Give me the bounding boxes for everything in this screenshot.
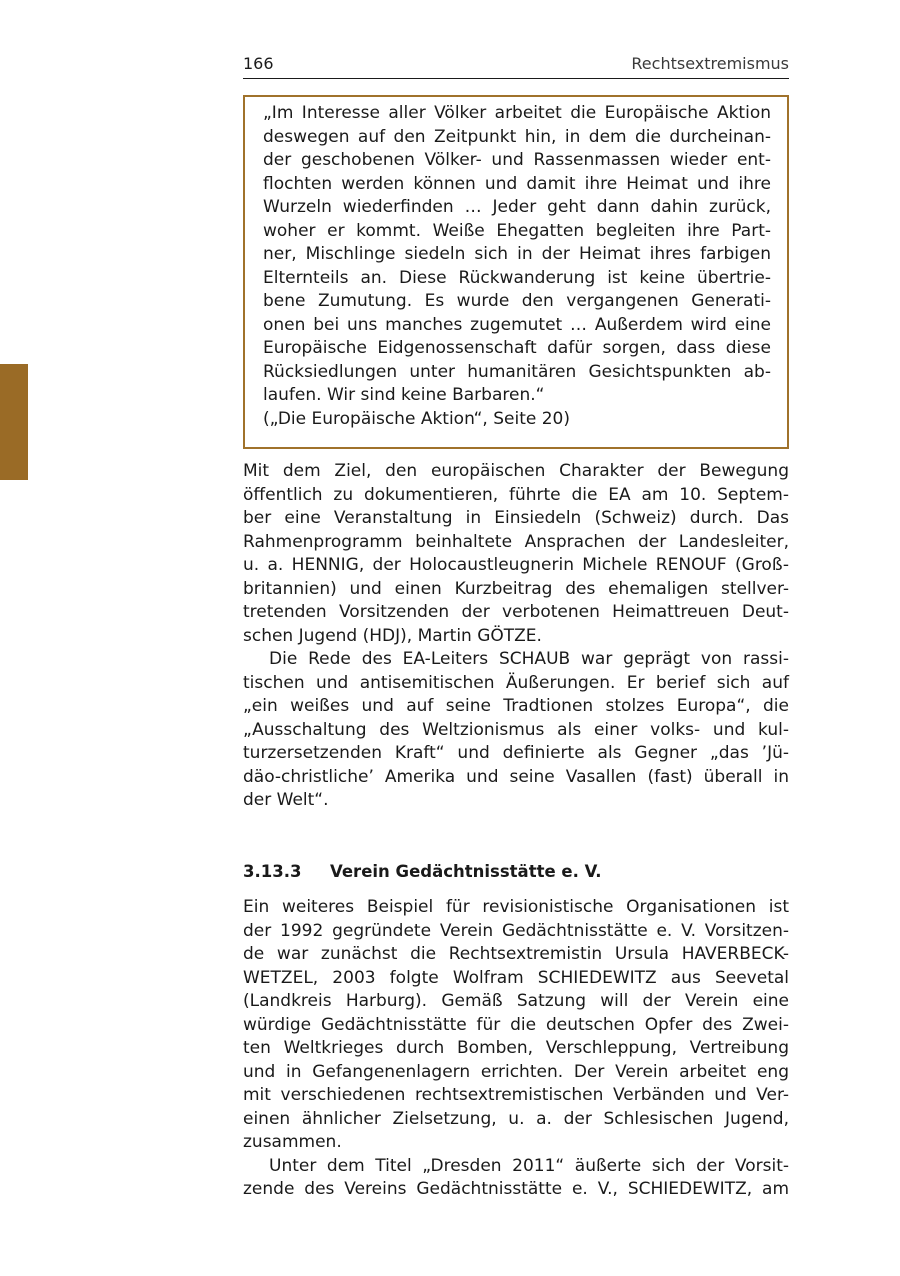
paragraph-line: ber eine Veranstaltung in Einsiedeln (Schweiz) durch. Das bbox=[243, 508, 789, 528]
paragraph-line: u. a. HENNIG, der Holocaustleugnerin Michele RENOUF (Groß- bbox=[243, 555, 789, 575]
paragraph-line: würdige Gedächtnisstätte für die deutschen Opfer des Zwei- bbox=[243, 1014, 789, 1035]
body-text-1 bbox=[243, 460, 789, 813]
paragraph-line: „ein weißes und auf seine Tradtionen stolzes Europa“, die bbox=[243, 696, 789, 716]
quote-line: „Im Interesse aller Völker arbeitet die Europäische Aktion bbox=[263, 103, 771, 123]
section-title: Verein Gedächtnisstätte e. V. bbox=[330, 862, 602, 881]
paragraph-line: (Landkreis Harburg). Gemäß Satzung will der Verein eine bbox=[243, 991, 789, 1011]
paragraph-line: einen ähnlicher Zielsetzung, u. a. der Schlesischen Jugend, bbox=[243, 1108, 789, 1129]
quote-line: flochten werden können und damit ihre Heimat und ihre bbox=[263, 173, 771, 194]
section-number: 3.13.3 bbox=[243, 862, 302, 881]
page-header bbox=[243, 52, 789, 79]
paragraph-line: Unter dem Titel „Dresden 2011“ äußerte sich der Vorsit- bbox=[269, 1155, 789, 1176]
quote-line: ner, Mischlinge siedeln sich in der Heimat ihres farbigen bbox=[263, 244, 771, 264]
quote-line: deswegen auf den Zeitpunkt hin, in dem die durcheinan- bbox=[263, 126, 771, 147]
quote-line: bene Zumutung. Es wurde den vergangenen Generati- bbox=[263, 291, 771, 311]
paragraph-line: Rahmenprogramm beinhaltete Ansprachen der Landesleiter, bbox=[243, 531, 789, 552]
paragraph-line: zende des Vereins Gedächtnisstätte e. V., SCHIEDEWITZ, am bbox=[243, 1179, 789, 1199]
paragraph-line: tischen und antisemitischen Äußerungen. Er berief sich auf bbox=[243, 672, 789, 693]
quote-line: Wurzeln wiederfinden … Jeder geht dann dahin zurück, bbox=[263, 197, 771, 217]
paragraph-line: turzersetzenden Kraft“ und definierte als Gegner „das ’Jü- bbox=[243, 743, 789, 763]
paragraph-line: de war zunächst die Rechtsextremistin Ursula HAVERBECK- bbox=[243, 944, 789, 964]
quote-line: laufen. Wir sind keine Barbaren.“ bbox=[263, 385, 545, 405]
quote-line: der geschobenen Völker- und Rassenmassen wieder ent- bbox=[263, 150, 771, 170]
paragraph-line: Ein weiteres Beispiel für revisionistische Organisationen ist bbox=[243, 897, 789, 917]
paragraph-line: der 1992 gegründete Verein Gedächtnisstätte e. V. Vorsitzen- bbox=[243, 920, 789, 941]
paragraph-line: mit verschiedenen rechtsextremistischen Verbänden und Ver- bbox=[243, 1085, 789, 1105]
body-text-2 bbox=[243, 896, 789, 1202]
quote-line: onen bei uns manches zugemutet … Außerdem wird eine bbox=[263, 314, 771, 335]
paragraph-line: däo-christliche’ Amerika und seine Vasallen (fast) überall in bbox=[243, 766, 789, 787]
paragraph-line: Mit dem Ziel, den europäischen Charakter der Bewegung bbox=[243, 461, 789, 481]
quote-source: („Die Europäische Aktion“, Seite 20) bbox=[263, 408, 570, 429]
page-number: 166 bbox=[243, 54, 274, 73]
running-title: Rechtsextremismus bbox=[631, 54, 789, 73]
paragraph-line: WETZEL, 2003 folgte Wolfram SCHIEDEWITZ aus Seevetal bbox=[243, 967, 789, 988]
paragraph-line: öffentlich zu dokumentieren, führte die EA am 10. Septem- bbox=[243, 484, 789, 505]
paragraph-line: tretenden Vorsitzenden der verbotenen Heimattreuen Deut- bbox=[243, 602, 789, 622]
quote-line: Elternteils an. Diese Rückwanderung ist keine übertrie- bbox=[263, 267, 771, 288]
quote-box bbox=[243, 95, 789, 449]
paragraph-line: der Welt“. bbox=[243, 790, 329, 810]
paragraph-line: und in Gefangenenlagern errichten. Der Verein arbeitet eng bbox=[243, 1061, 789, 1082]
quote-line: Europäische Eidgenossenschaft dafür sorgen, dass diese bbox=[263, 338, 771, 358]
chapter-tab-marker bbox=[0, 364, 28, 480]
paragraph-line: zusammen. bbox=[243, 1132, 342, 1152]
quote-line: woher er kommt. Weiße Ehegatten begleiten ihre Part- bbox=[263, 220, 771, 241]
quote-line: Rücksiedlungen unter humanitären Gesichtspunkten ab- bbox=[263, 361, 771, 382]
paragraph-line: schen Jugend (HDJ), Martin GÖTZE. bbox=[243, 625, 542, 646]
paragraph-line: „Ausschaltung des Weltzionismus als einer volks- und kul- bbox=[243, 719, 789, 740]
section-heading bbox=[243, 861, 789, 883]
paragraph-line: Die Rede des EA-Leiters SCHAUB war geprägt von rassi- bbox=[269, 649, 789, 669]
paragraph-line: ten Weltkrieges durch Bomben, Verschleppung, Vertreibung bbox=[243, 1038, 789, 1058]
paragraph-line: britannien) und einen Kurzbeitrag des ehemaligen stellver- bbox=[243, 578, 789, 599]
